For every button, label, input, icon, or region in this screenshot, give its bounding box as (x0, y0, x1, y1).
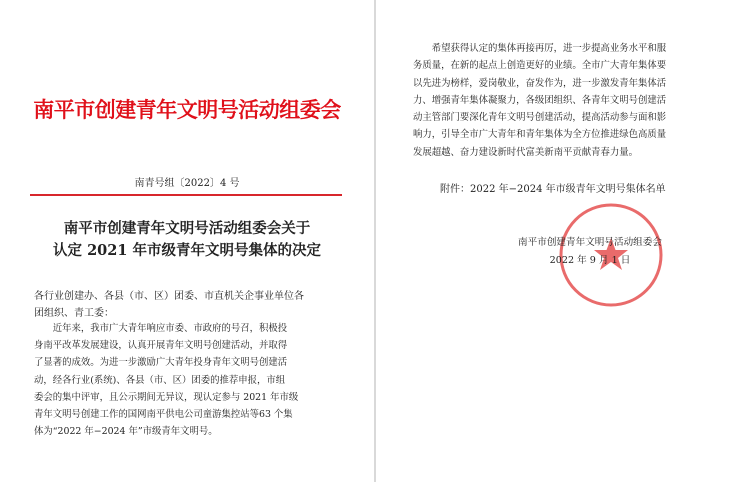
body-line: 身南平改革发展建设，认真开展青年文明号创建活动，并取得 (34, 340, 288, 352)
left-body-text (34, 320, 342, 440)
title-line: 南平市创建青年文明号活动组委会关于 (63, 220, 311, 237)
right-body-text (413, 40, 721, 161)
body-line: 青年文明号创建工作的国网南平供电公司童游集控站等63 个集 (34, 409, 293, 421)
body-line: 动主管部门要深化青年文明号创建活动，提高活动参与面和影 (413, 112, 667, 124)
signature-block (500, 234, 680, 270)
body-line: 体为“2022 年−2024 年”市级青年文明号。 (34, 426, 218, 438)
body-line: 动，经各行业(系统)、各县（市、区）团委的推荐申报，市组 (34, 374, 286, 386)
body-line: 了显著的成效。为进一步激励广大青年投身青年文明号创建活 (34, 357, 288, 369)
body-line: 希望获得认定的集体再接再厉，进一步提高业务水平和服 (431, 43, 667, 54)
body-line: 以先进为榜样，爱岗敬业，奋发作为，进一步激发青年集体活 (413, 77, 667, 89)
body-line: 响力，引导全市广大青年和青年集体为全方位推进绿色高质量 (413, 129, 667, 141)
attachment-note: 附件：2022 年−2024 年市级青年文明号集体名单 (440, 184, 666, 195)
signature-organization: 南平市创建青年文明号活动组委会 (518, 237, 662, 248)
body-line: 发展超越、奋力建设新时代富美新南平贡献青春力量。 (413, 146, 639, 158)
addressee-line: 团组织、青工委： (34, 308, 114, 319)
title-line: 认定 2021 年市级青年文明号集体的决定 (53, 242, 321, 259)
body-line: 委会的集中评审，且公示期间无异议，现认定参与 2021 年市级 (34, 391, 299, 403)
body-line: 务质量，在新的起点上创造更好的业绩。全市广大青年集体要 (413, 60, 667, 72)
red-separator-rule (30, 194, 342, 196)
document-title (20, 218, 354, 262)
header-title: 南平市创建青年文明号活动组委会 (33, 97, 341, 122)
document-number: 南青号组〔2022〕4 号 (134, 178, 240, 189)
addressee (34, 288, 344, 322)
body-line: 近年来，我市广大青年响应市委、市政府的号召，积极投 (52, 323, 288, 334)
body-line: 力、增强青年集体凝聚力，各级团组织、各青年文明号创建活 (413, 94, 667, 106)
addressee-line: 各行业创建办、各县（市、区）团委、市直机关企事业单位各 (34, 291, 304, 302)
signature-date: 2022 年 9 月 1 日 (549, 255, 631, 266)
